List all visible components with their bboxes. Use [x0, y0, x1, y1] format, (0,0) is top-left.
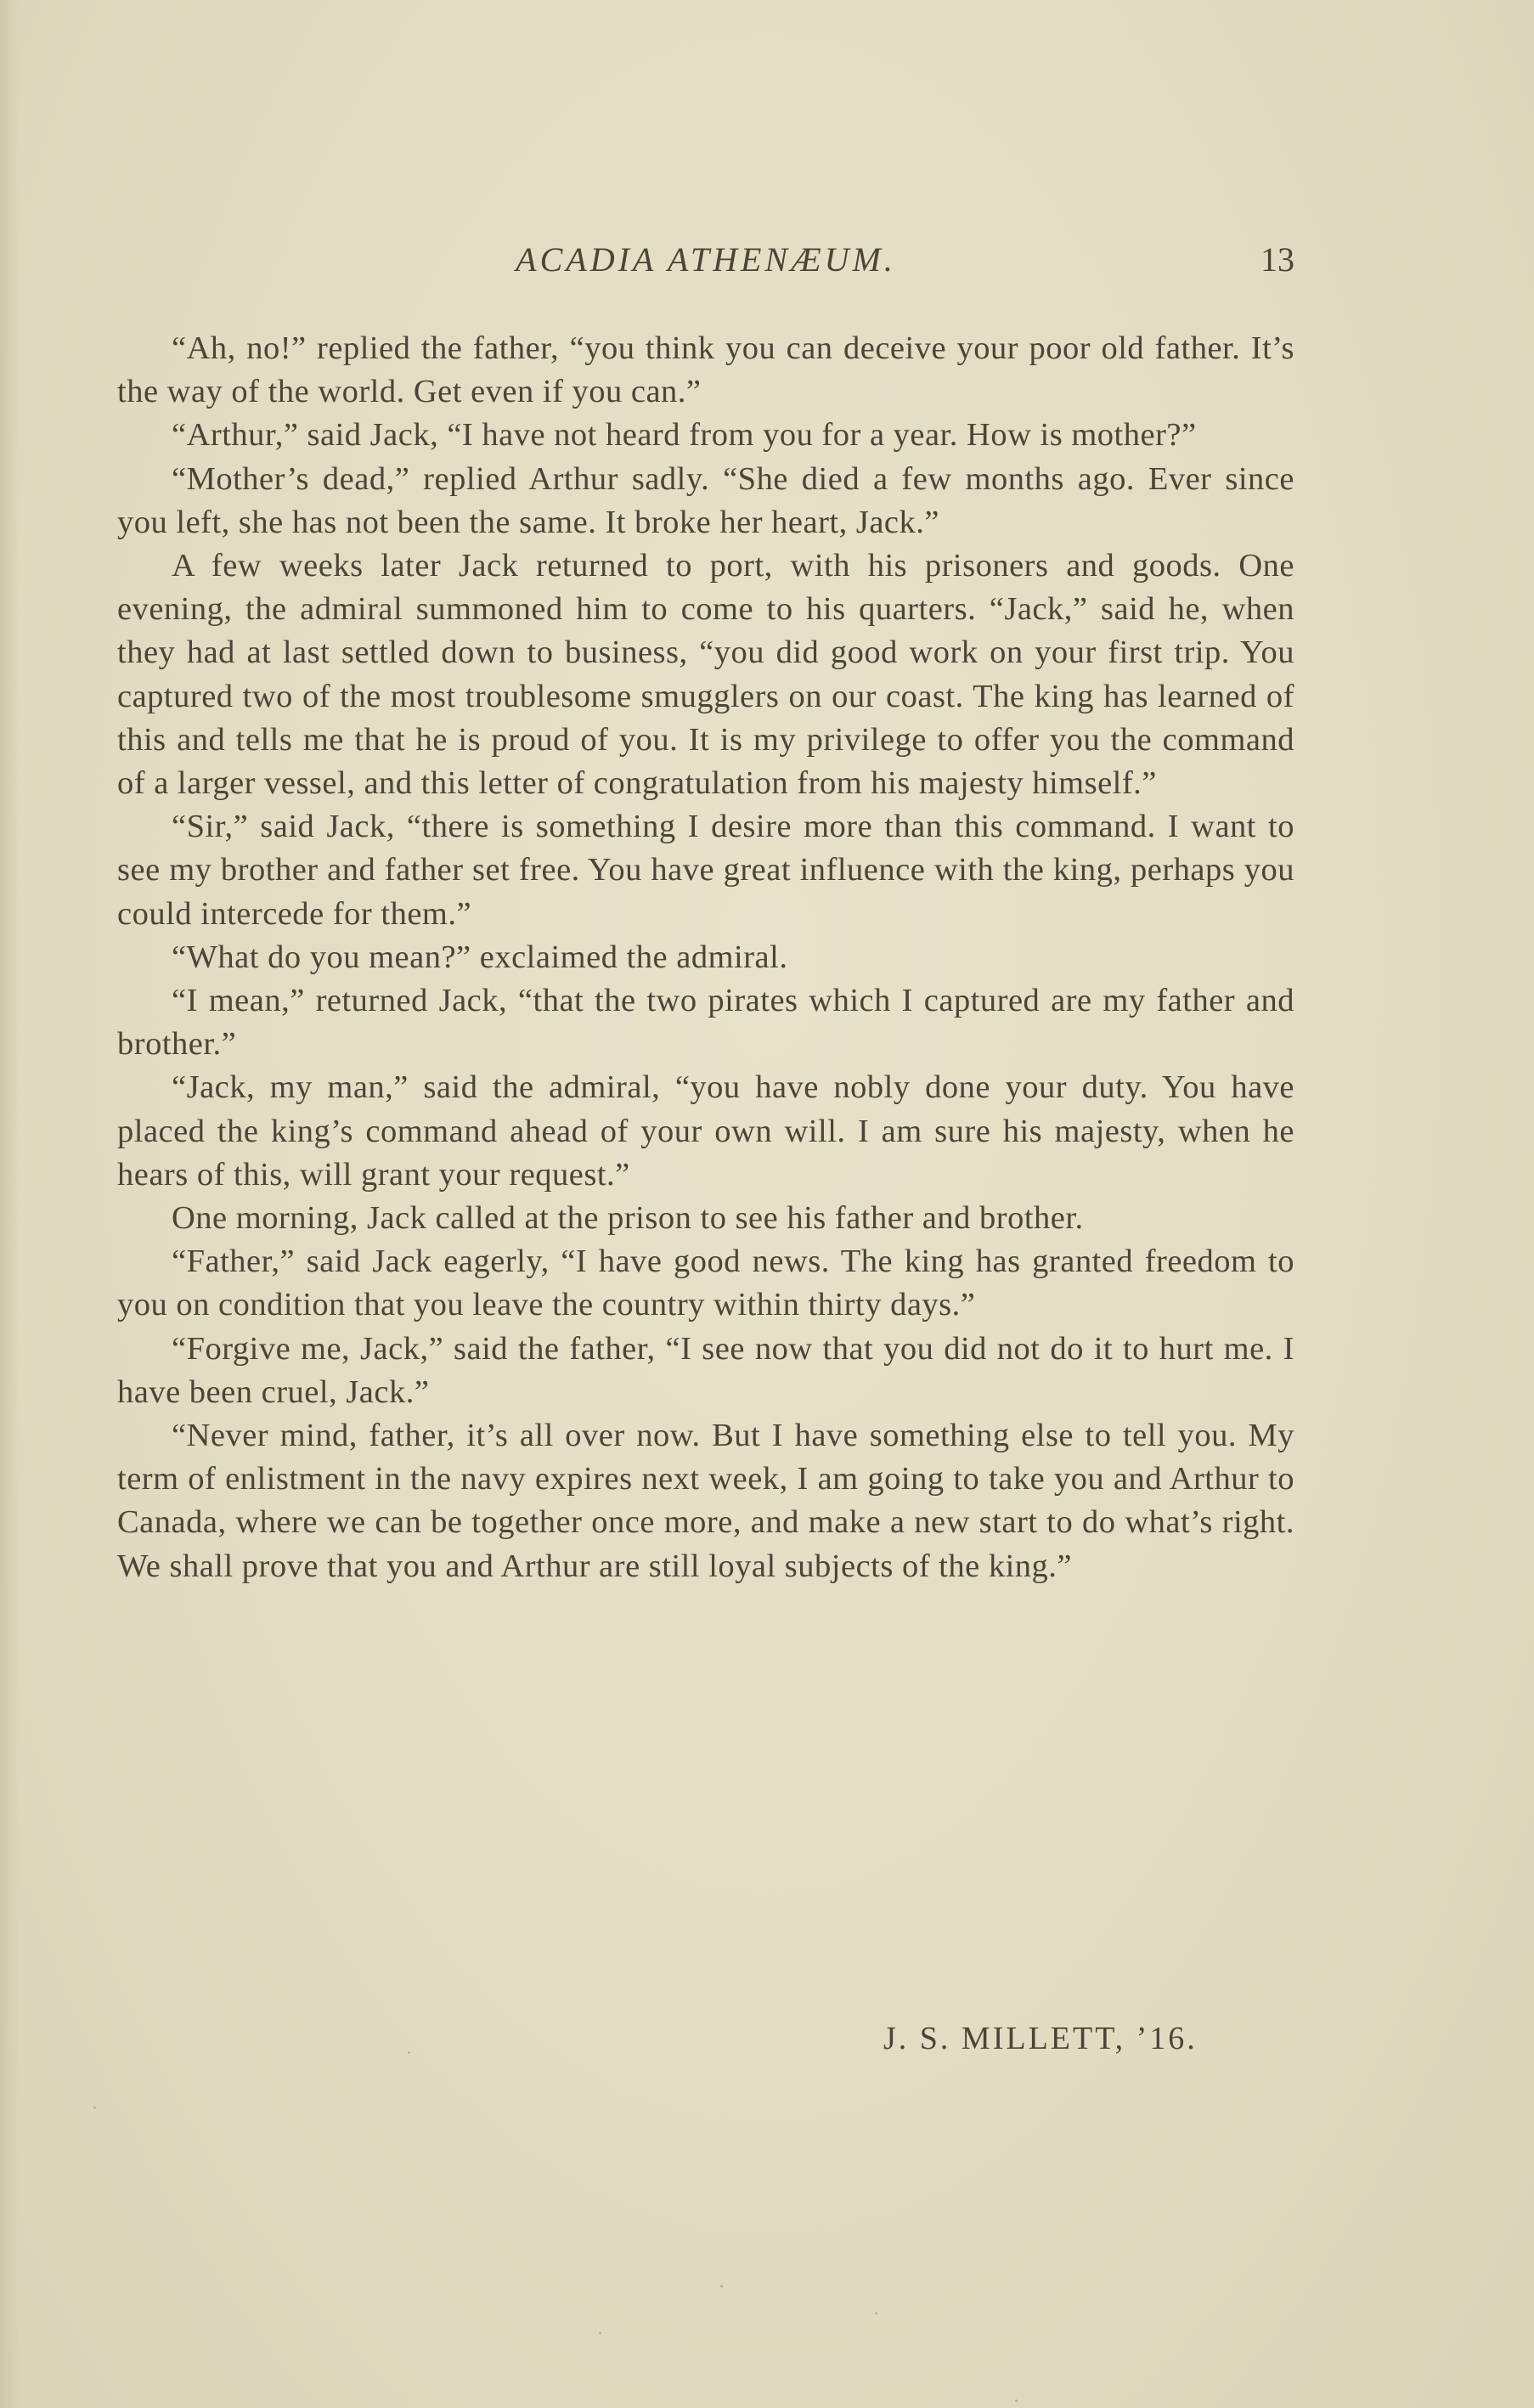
running-header — [117, 240, 1294, 290]
paper-speck — [1015, 2400, 1018, 2402]
author-signature: J. S. MILLETT, ’16. — [883, 2021, 1198, 2056]
paragraph: A few weeks later Jack returned to port, with his prisoners and goods. One evening, the admiral summoned him to come to his quarters. “Jack,” said he, when they had at last settled down to business, “you did good work on your first trip. You captured two of the most troublesome smugglers on our coast. The king has learned of this and tells me that he is proud of you. It is my privilege to offer you the command of a larger vessel, and this letter of congratulation from his majesty himself.” — [117, 548, 1294, 802]
page-number: 13 — [1260, 240, 1294, 279]
paragraph: “Mother’s dead,” replied Arthur sadly. “She died a few months ago. Ever since you left, she has not been the same. It broke her heart, Jack.” — [117, 460, 1294, 540]
paragraph: “Father,” said Jack eagerly, “I have good news. The king has granted freedom to you on condition that you leave the country within thirty days.” — [117, 1243, 1294, 1323]
paragraph: “Arthur,” said Jack, “I have not heard from you for a year. How is mother?” — [172, 417, 1197, 454]
paper-speck — [875, 2312, 877, 2315]
paper-speck — [720, 2285, 723, 2287]
paragraph: “I mean,” returned Jack, “that the two pirates which I captured are my father and brother.” — [117, 983, 1294, 1063]
page-spine-shadow — [0, 0, 19, 2408]
paragraph: “Never mind, father, it’s all over now. But I have something else to tell you. My term of enlistment in the navy expires next week, I am going to take you and Arthur to Canada, where we can be together once more, and make a new start to do what’s right. We shall prove that you and Arthur are still loyal subjects of the king.” — [117, 1418, 1294, 1584]
paragraph: “Forgive me, Jack,” said the father, “I see now that you did not do it to hurt me. I have been cruel, Jack.” — [117, 1330, 1294, 1410]
paper-speck — [599, 2332, 601, 2334]
paragraph: One morning, Jack called at the prison to see his father and brother. — [172, 1200, 1084, 1237]
paragraph: “Ah, no!” replied the father, “you think you can deceive your poor old father. It’s the way of the world. Get even if you can.” — [117, 330, 1294, 410]
paragraph: “Sir,” said Jack, “there is something I desire more than this command. I want to see my brother and father set free. You have great influence with the king, perhaps you could intercede for them.” — [117, 809, 1294, 932]
paragraph: “What do you mean?” exclaimed the admiral. — [172, 939, 788, 975]
article-body — [117, 327, 1294, 1588]
journal-title: ACADIA ATHENÆUM. — [516, 240, 896, 279]
paper-speck — [93, 2106, 96, 2109]
paragraph: “Jack, my man,” said the admiral, “you have nobly done your duty. You have placed the king’s command ahead of your own will. I am sure his majesty, when he hears of this, will grant your request.” — [117, 1069, 1294, 1193]
paper-speck — [408, 2051, 410, 2054]
